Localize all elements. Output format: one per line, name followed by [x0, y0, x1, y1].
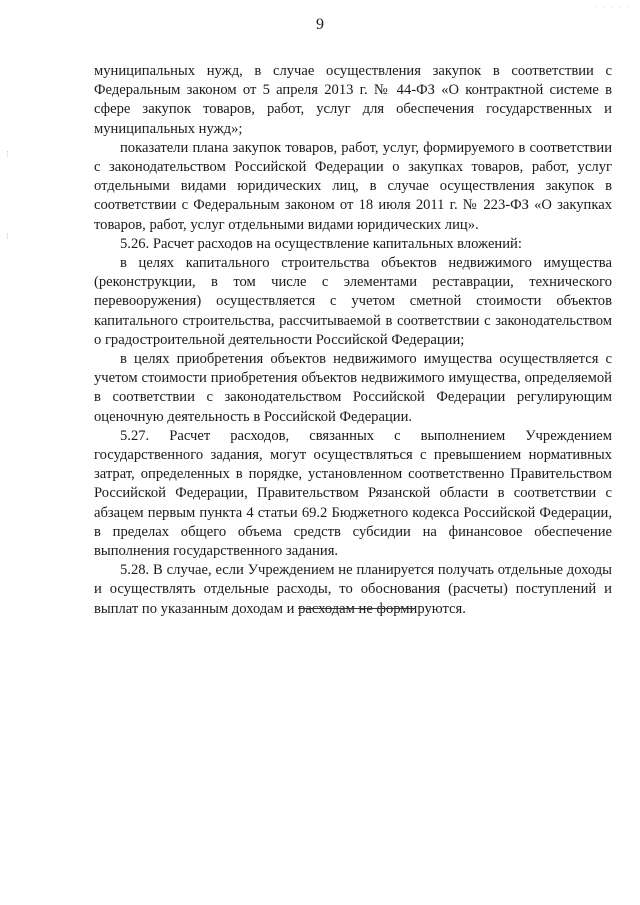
paragraph: 5.26. Расчет расходов на осуществление капитальных вложений:	[120, 235, 522, 252]
paragraph: муниципальных нужд, в случае осуществления закупок в соответствии с Федеральным законом от 5 апреля 2013 г. № 44-ФЗ «О контрактной системе в сфере закупок товаров, работ, услуг для обеспечения государственных и муниципальных нужд»;	[94, 63, 612, 137]
paragraph: 5.27. Расчет расходов, связанных с выполнением Учреждением государственного задания, могут осуществляться с превышением нормативных затрат, определенных в порядке, установленном соответственно Правительством Российской Федерации, Правительством Рязанской области в соответствии с абзацем первым пункта 4 статьи 69.2 Бюджетного кодекса Российской Федерации, в пределах общего объема средств субсидии на финансовое обеспечение выполнения государственного задания.	[94, 427, 612, 560]
end-separator-line	[298, 608, 416, 609]
paragraph: показатели плана закупок товаров, работ, услуг, формируемого в соответствии с законодательством Российской Федерации о закупках товаров, работ, услуг отдельными видами юридических лиц, в случае осуществления закупок в соответствии с Федеральным законом от 18 июля 2011 г. № 223-ФЗ «О закупках товаров, работ, услуг отдельными видами юридических лиц».	[94, 139, 612, 233]
document-body	[94, 62, 612, 619]
paragraph: в целях капитального строительства объектов недвижимого имущества (реконструкции, в том числе с элементами реставрации, технического перевооружения) осуществляется с учетом сметной стоимости объектов капитального строительства, рассчитываемой в соответствии с законодательством о градостроительной деятельности Российской Федерации;	[94, 255, 612, 348]
scan-margin-mark: ⁝	[6, 232, 9, 242]
scan-margin-mark: ⁝	[6, 150, 9, 160]
paragraph: 5.28. В случае, если Учреждением не планируется получать отдельные доходы и осуществлять отдельные расходы, то обоснования (расчеты) поступлений и выплат по указанным доходам и расходам не формируются.	[94, 562, 612, 617]
scan-corner-mark: · · · · ·	[593, 4, 632, 12]
page-number: 9	[316, 16, 324, 33]
paragraph: в целях приобретения объектов недвижимого имущества осуществляется с учетом стоимости приобретения объектов недвижимого имущества, определяемой в соответствии с законодательством Российской Федерации регулирующим оценочную деятельность в Российской Федерации.	[94, 351, 612, 425]
